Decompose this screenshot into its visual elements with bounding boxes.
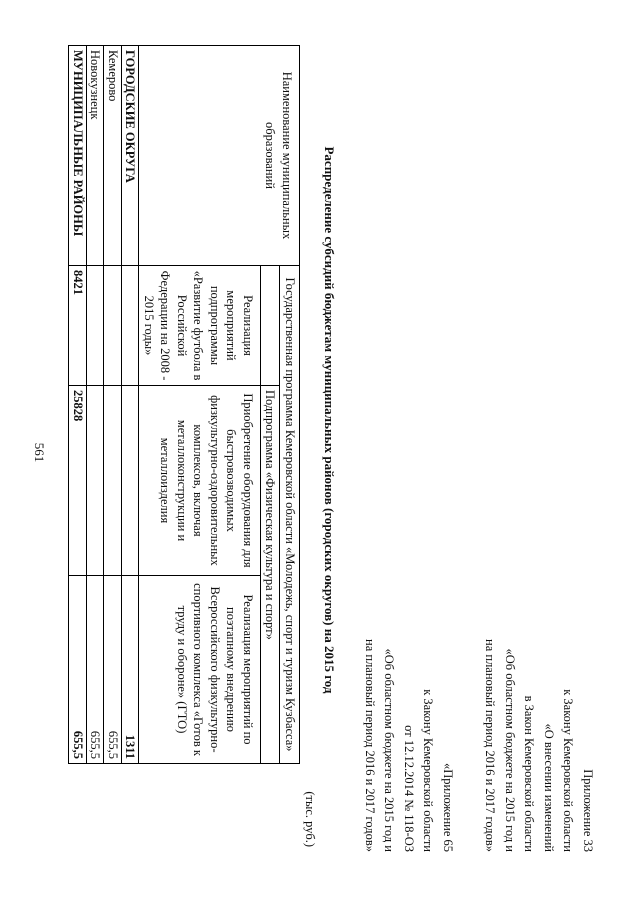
column-header-gto: Реализация мероприятий по поэтапному внедрению Всероссийского физкультурно-спортивного комплекса «Готов к труду и обороне» (ГТО) (139, 576, 261, 764)
document-title: Распределение субсидий бюджетам муниципальных районов (городских округов) на 2015 год (322, 146, 337, 694)
row-name: Новокузнецк (87, 46, 105, 266)
row-value-equipment: 25828 (69, 386, 87, 576)
appendix-65-line: «Об областном бюджете на 2015 год и (382, 648, 397, 852)
appendix-65-line: «Приложение 65 (441, 763, 455, 852)
subsidy-table (69, 45, 301, 764)
header-subprogram: Подпрограмма «Физическая культура и спорт» (261, 386, 281, 764)
row-value-football (87, 266, 105, 386)
unit-label: (тыс. руб.) (303, 791, 317, 847)
row-value-gto: 655,5 (69, 576, 87, 764)
table-row (69, 46, 87, 764)
table-row (122, 46, 140, 764)
row-name: МУНИЦИПАЛЬНЫЕ РАЙОНЫ (69, 46, 87, 266)
appendix-65-line: от 12.12.2014 № 118-ОЗ (402, 725, 416, 852)
table-row (104, 46, 122, 764)
appendix-33-line: на плановый период 2016 и 2017 годов» (483, 639, 498, 852)
row-value-gto: 655,5 (87, 576, 105, 764)
page-number: 561 (32, 442, 47, 463)
row-value-football (122, 266, 140, 386)
appendix-33-header (480, 532, 597, 852)
appendix-65-line: на плановый период 2016 и 2017 годов» (363, 639, 377, 852)
row-value-football: 8421 (69, 266, 87, 386)
appendix-33-line: в Закон Кемеровской области (522, 695, 537, 852)
table-row (87, 46, 105, 764)
header-spacer (261, 266, 281, 386)
appendix-33-line: к Закону Кемеровской области (561, 689, 576, 852)
row-value-equipment (87, 386, 105, 576)
appendix-33-line: «О внесении изменений (542, 723, 556, 852)
appendix-33-line: Приложение 33 (581, 769, 595, 852)
row-value-gto: 655,5 (104, 576, 122, 764)
appendix-33-line: «Об областном бюджете на 2015 год и (503, 648, 517, 852)
column-header-equipment: Приобретение оборудования для быстровозводимых физкультурно-оздоровительных комплексов, включая металлоконструкции и металлоизделия (139, 386, 261, 576)
row-name: ГОРОДСКИЕ ОКРУГА (122, 46, 140, 266)
appendix-65-line: к Закону Кемеровской области (421, 689, 436, 852)
table-header-row (280, 46, 300, 764)
row-value-equipment (122, 386, 140, 576)
row-name: Кемерово (104, 46, 122, 266)
column-header-football: Реализация мероприятий подпрограммы «Развитие футбола в Российской Федерации на 2008 - 2015 годы» (139, 266, 261, 386)
appendix-65-header (360, 532, 458, 852)
row-value-equipment (104, 386, 122, 576)
row-value-football (104, 266, 122, 386)
row-value-gto: 1311 (122, 576, 140, 764)
header-program: Государственная программа Кемеровской области «Молодежь, спорт и туризм Кузбасса» (280, 266, 300, 764)
header-municipality: Наименование муниципальных образований (139, 46, 300, 266)
